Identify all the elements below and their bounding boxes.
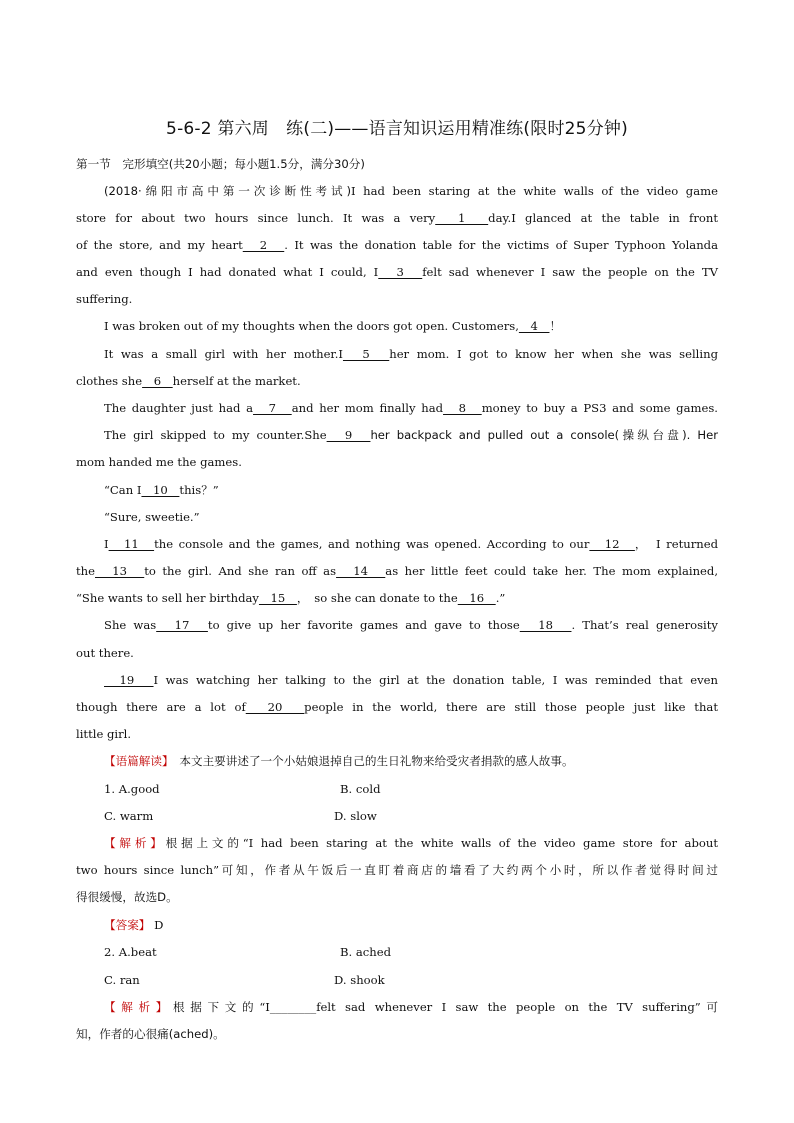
passage-line: suffering. <box>76 292 133 306</box>
analysis-tag: 【解析】 <box>104 836 166 850</box>
text-segment: . That’s real generosity <box>571 618 718 632</box>
passage-line <box>76 563 718 579</box>
blank-19: 19 <box>104 673 154 687</box>
text-segment: clothes she <box>76 374 143 388</box>
passage-line <box>104 346 718 362</box>
blank-14: 14 <box>336 564 386 578</box>
text-segment: The girl skipped to my counter.She <box>104 428 327 442</box>
text-segment: her backpack and pulled out a console(操纵台盘). Her <box>370 428 718 442</box>
text-segment: to the girl. And she ran off as <box>144 564 337 578</box>
text-segment: The daughter just had a <box>104 401 254 415</box>
text-segment: 本文主要讲述了一个小姑娘退掉自己的生日礼物来给受灾者捐款的感人故事。 <box>179 754 574 768</box>
passage-line <box>76 590 505 606</box>
text-segment: “Can I <box>104 483 142 497</box>
text-segment: 根据上文的“I had been staring at the white walls of the video game store for about <box>165 836 718 850</box>
passage-line <box>104 482 219 498</box>
text-segment: ， I returned <box>634 537 718 551</box>
blank-10: 10 <box>141 483 180 497</box>
passage-line <box>104 427 718 443</box>
blank-6: 6 <box>142 374 173 388</box>
passage-line <box>76 264 718 280</box>
blank-15: 15 <box>258 591 297 605</box>
blank-17: 17 <box>156 618 208 632</box>
analysis-tag: 【解析】 <box>104 1000 174 1014</box>
text-segment: D <box>154 918 164 932</box>
blank-2: 2 <box>242 238 285 252</box>
passage-line: “Sure, sweetie.” <box>104 510 200 524</box>
passage-line: mom handed me the games. <box>76 455 242 469</box>
blank-12: 12 <box>589 537 635 551</box>
passage-line <box>104 183 718 199</box>
q1-analysis <box>104 835 718 851</box>
blank-3: 3 <box>378 265 423 279</box>
text-segment: It was a small girl with her mother.I <box>104 347 343 361</box>
text-segment: “She wants to sell her birthday <box>76 591 259 605</box>
q2-analysis <box>104 999 718 1015</box>
text-segment: felt sad whenever I saw the people on the TV <box>422 265 718 279</box>
passage-line <box>104 536 718 552</box>
blank-11: 11 <box>108 537 155 551</box>
text-segment: ！ <box>549 319 562 333</box>
passage-line <box>104 318 561 334</box>
q2-option-a: 2. A.beat <box>104 945 157 959</box>
blank-20: 20 <box>245 700 305 714</box>
q1-option-a: 1. A.good <box>104 782 160 796</box>
text-segment: I was watching her talking to the girl at the donation table, I was reminded that even <box>153 673 718 687</box>
text-segment: store for about two hours since lunch. It was a very <box>76 211 436 225</box>
blank-8: 8 <box>443 401 482 415</box>
section-header: 第一节 完形填空(共20小题；每小题1.5分，满分30分) <box>76 157 365 171</box>
text-segment: I had been staring at the white walls of the video game <box>351 184 718 198</box>
text-segment: people in the world, there are still those people just like that <box>304 700 718 714</box>
passage-line <box>104 617 718 633</box>
passage-line: out there. <box>76 646 134 660</box>
text-segment: money to buy a PS3 and some games. <box>481 401 718 415</box>
q1-answer <box>104 917 163 933</box>
text-segment: the <box>76 564 95 578</box>
text-segment: (2018·绵阳市高中第一次诊断性考试) <box>104 184 351 198</box>
text-segment: She was <box>104 618 157 632</box>
text-segment: 根据下文的“I________felt sad whenever I saw the people on the TV suffering”可 <box>173 1000 718 1014</box>
q2-analysis: 知，作者的心很痛(ached)。 <box>76 1027 225 1041</box>
q2-option-d: D. shook <box>334 973 385 987</box>
text-segment: as her little feet could take her. The mom explained, <box>385 564 719 578</box>
text-segment: ， so she can donate to the <box>296 591 458 605</box>
text-segment: I was broken out of my thoughts when the doors got open. Customers, <box>104 319 519 333</box>
blank-13: 13 <box>95 564 145 578</box>
blank-9: 9 <box>326 428 371 442</box>
answer-tag: 【答案】 <box>104 918 151 932</box>
q2-option-b: B. ached <box>340 945 392 959</box>
text-segment: .” <box>495 591 506 605</box>
blank-1: 1 <box>435 211 489 225</box>
blank-5: 5 <box>342 347 390 361</box>
text-segment: the console and the games, and nothing was opened. According to our <box>154 537 590 551</box>
passage-line: little girl. <box>76 727 132 741</box>
reading-tag: 【语篇解读】 <box>104 754 168 768</box>
text-segment: though there are a lot of <box>76 700 246 714</box>
passage-line <box>104 400 718 416</box>
q1-analysis: 得很缓慢，故选D。 <box>76 890 178 904</box>
text-segment: of the store, and my heart <box>76 238 243 252</box>
page-title: 5-6-2 第六周 练(二)——语言知识运用精准练(限时25分钟) <box>166 119 628 139</box>
text-segment: and even though I had donated what I could, I <box>76 265 379 279</box>
passage-line <box>76 373 301 389</box>
passage-line <box>76 699 718 715</box>
passage-line <box>76 210 718 226</box>
q1-option-b: B. cold <box>340 782 381 796</box>
q1-analysis: two hours since lunch”可知，作者从午饭后一直盯着商店的墙看了大约两个小时，所以作者觉得时间过 <box>76 863 718 877</box>
q1-option-d: D. slow <box>334 809 377 823</box>
q1-option-c: C. warm <box>104 809 154 823</box>
text-segment: and her mom finally had <box>291 401 444 415</box>
text-segment: this？” <box>179 483 219 497</box>
blank-7: 7 <box>253 401 292 415</box>
blank-4: 4 <box>518 319 550 333</box>
text-segment: her mom. I got to know her when she was selling <box>389 347 718 361</box>
text-segment: . It was the donation table for the victims of Super Typhoon Yolanda <box>284 238 718 252</box>
blank-18: 18 <box>519 618 572 632</box>
passage-line <box>104 672 718 688</box>
reading-summary <box>104 753 574 769</box>
blank-16: 16 <box>457 591 496 605</box>
text-segment: day.I glanced at the table in front <box>488 211 718 225</box>
q2-option-c: C. ran <box>104 973 140 987</box>
passage-line <box>76 237 718 253</box>
text-segment: herself at the market. <box>172 374 301 388</box>
text-segment: to give up her favorite games and gave to those <box>207 618 520 632</box>
text-segment: I <box>104 537 109 551</box>
